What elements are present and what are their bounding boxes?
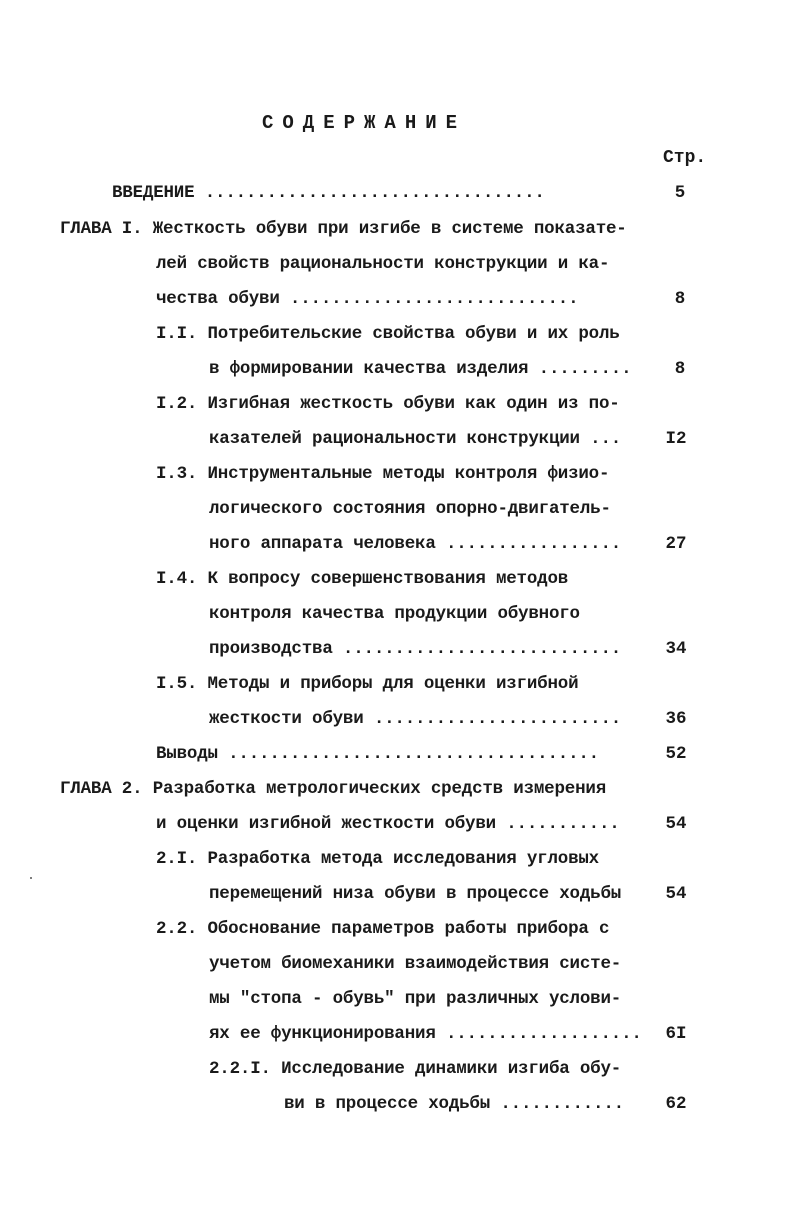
toc-line: лей свойств рациональности конструкции и ка- bbox=[156, 254, 610, 274]
toc-line: производства ........................... bbox=[209, 639, 622, 659]
toc-page-number: 36 bbox=[665, 709, 687, 729]
toc-page-number: 54 bbox=[665, 884, 687, 904]
toc-page-number: 5 bbox=[674, 183, 686, 203]
toc-line: мы "стопа - обувь" при различных услови- bbox=[209, 989, 622, 1009]
toc-page-number: 6I bbox=[665, 1024, 687, 1044]
toc-line: контроля качества продукции обувного bbox=[209, 604, 580, 624]
toc-line-section-1-3: I.3. Инструментальные методы контроля физио- bbox=[156, 464, 610, 484]
toc-line-section-1-4: I.4. К вопросу совершенствования методов bbox=[156, 569, 569, 589]
toc-page-number: 54 bbox=[665, 814, 687, 834]
scan-speck bbox=[30, 877, 32, 879]
toc-page-number: 34 bbox=[665, 639, 687, 659]
toc-line: ви в процессе ходьбы ............ bbox=[284, 1094, 624, 1114]
page-title: СОДЕРЖАНИЕ bbox=[262, 112, 467, 134]
toc-line: логического состояния опорно-двигатель- bbox=[209, 499, 611, 519]
page-column-header: Стр. bbox=[663, 148, 707, 168]
toc-line: учетом биомеханики взаимодействия систе- bbox=[209, 954, 622, 974]
toc-line-section-2-2-1: 2.2.I. Исследование динамики изгиба обу- bbox=[209, 1059, 622, 1079]
toc-page-number: 27 bbox=[665, 534, 687, 554]
toc-page-number: I2 bbox=[665, 429, 687, 449]
toc-line: ях ее функционирования ................... bbox=[209, 1024, 642, 1044]
toc-page-number: 8 bbox=[674, 359, 686, 379]
toc-line-introduction: ВВЕДЕНИЕ ................................. bbox=[112, 183, 545, 203]
toc-line: жесткости обуви ........................ bbox=[209, 709, 622, 729]
toc-page-number: 52 bbox=[665, 744, 687, 764]
toc-line: ного аппарата человека ................. bbox=[209, 534, 622, 554]
toc-line: чества обуви ............................ bbox=[156, 289, 579, 309]
toc-line: казателей рациональности конструкции ... bbox=[209, 429, 622, 449]
toc-line: и оценки изгибной жесткости обуви ........... bbox=[156, 814, 620, 834]
toc-line-section-1-2: I.2. Изгибная жесткость обуви как один из по- bbox=[156, 394, 620, 414]
toc-line: в формировании качества изделия ......... bbox=[209, 359, 632, 379]
toc-line-section-2-2: 2.2. Обоснование параметров работы прибора с bbox=[156, 919, 610, 939]
toc-page-number: 8 bbox=[674, 289, 686, 309]
toc-line: перемещений низа обуви в процессе ходьбы bbox=[209, 884, 622, 904]
toc-page-number: 62 bbox=[665, 1094, 687, 1114]
toc-line-chapter-2: ГЛАВА 2. Разработка метрологических средств измерения bbox=[60, 779, 606, 799]
toc-line-chapter-1: ГЛАВА I. Жесткость обуви при изгибе в системе показате- bbox=[60, 219, 627, 239]
toc-line-section-1-1: I.I. Потребительские свойства обуви и их роль bbox=[156, 324, 620, 344]
toc-line-conclusions: Выводы .................................... bbox=[156, 744, 599, 764]
toc-line-section-1-5: I.5. Методы и приборы для оценки изгибной bbox=[156, 674, 579, 694]
toc-line-section-2-1: 2.I. Разработка метода исследования угловых bbox=[156, 849, 599, 869]
